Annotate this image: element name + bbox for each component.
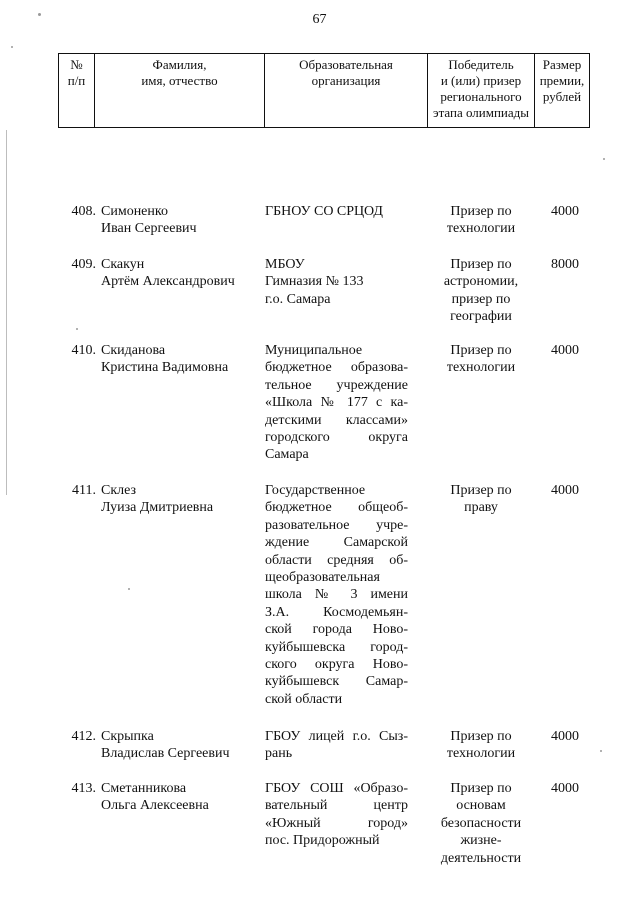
row-number: 413. <box>71 781 96 796</box>
organization: ГБОУ СОШ «Образо- вательный центр «Южный город» пос. Придорожный <box>265 781 408 849</box>
prize-amount: 4000 <box>551 343 579 358</box>
full-name: Скрыпка Владислав Сергеевич <box>101 729 230 762</box>
row-number: 409. <box>71 257 96 272</box>
organization: ГБНОУ СО СРЦОД <box>265 204 383 219</box>
row-number: 408. <box>71 204 96 219</box>
status: Призер по праву <box>450 483 512 516</box>
prize-amount: 4000 <box>551 204 579 219</box>
full-name: Симоненко Иван Сергеевич <box>101 204 197 237</box>
row-number: 412. <box>71 729 96 744</box>
header-number: № п/п <box>67 57 86 88</box>
full-name: Скакун Артём Александрович <box>101 257 235 290</box>
scan-speck <box>11 46 13 48</box>
prize-amount: 4000 <box>551 729 579 744</box>
status: Призер по основам безопасности жизне- деятельности <box>440 781 522 866</box>
scan-margin-line <box>6 130 7 495</box>
full-name: Склез Луиза Дмитриевна <box>101 483 214 516</box>
table-header <box>58 53 590 128</box>
status: Призер по астрономии, призер по географии <box>443 257 519 325</box>
header-full-name: Фамилия, имя, отчество <box>94 54 264 127</box>
organization: ГБОУ лицей г.о. Сыз- рань <box>265 729 408 762</box>
status: Призер по технологии <box>446 343 516 376</box>
organization: МБОУ Гимназия № 133 г.о. Самара <box>265 257 364 307</box>
scan-speck <box>603 158 605 160</box>
organization: Муниципальное бюджетное образова- тельное учреждение «Школа № 177 с ка- детскими классами» городского округа Самара <box>265 343 408 463</box>
header-prize-amount: Размер премии, рублей <box>534 54 589 127</box>
status: Призер по технологии <box>446 729 516 762</box>
scan-speck <box>38 13 41 16</box>
row-number: 410. <box>71 343 96 358</box>
prize-amount: 4000 <box>551 483 579 498</box>
full-name: Скиданова Кристина Вадимовна <box>101 343 229 376</box>
header-organization: Образовательная организация <box>264 54 427 127</box>
scan-speck <box>128 588 130 590</box>
scan-speck <box>600 750 602 752</box>
prize-amount: 4000 <box>551 781 579 796</box>
full-name: Сметанникова Ольга Алексеевна <box>101 781 209 814</box>
status: Призер по технологии <box>446 204 516 237</box>
winners-table <box>58 53 590 866</box>
header-winner-status: Победитель и (или) призер регионального этапа олимпиады <box>427 54 534 127</box>
organization: Государственное бюджетное общеоб- разовательное учре- ждение Самарской области средняя об- щеобразовательная школа № 3 имени З.А. Космодемьян- ской города Ново- куйбышевска город- ского округа Ново- куйбышевск Самар- ской области <box>265 483 408 707</box>
row-number: 411. <box>72 483 96 498</box>
page-number: 67 <box>312 12 327 27</box>
prize-amount: 8000 <box>551 257 579 272</box>
scan-speck <box>76 328 78 330</box>
